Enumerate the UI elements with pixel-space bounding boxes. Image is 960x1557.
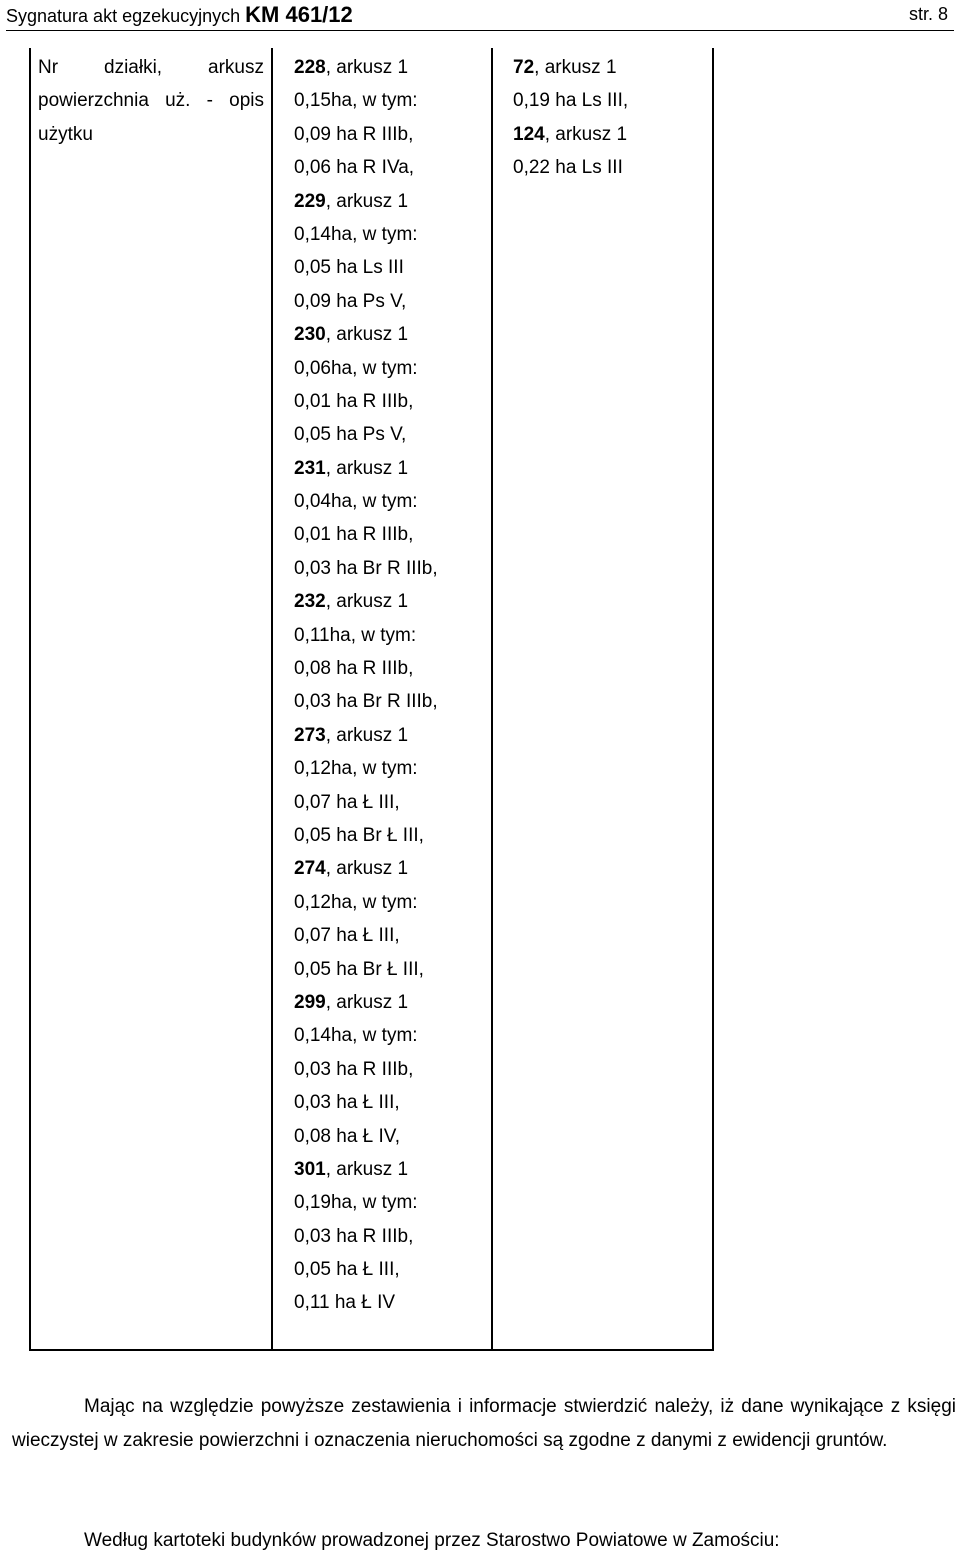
area-line: 0,05 ha Ł III, xyxy=(294,1259,400,1281)
area-line: 0,22 ha Ls III xyxy=(513,157,623,179)
parcel-column-1 xyxy=(294,51,438,1320)
case-number: KM 461/12 xyxy=(245,2,353,27)
parcel-number: 273 xyxy=(294,724,326,746)
area-line: 0,01 ha R IIIb, xyxy=(294,390,414,412)
area-line: 0,12ha, w tym: xyxy=(294,758,418,780)
parcel-heading xyxy=(294,986,438,1019)
area-line: 0,14ha, w tym: xyxy=(294,1025,418,1047)
parcel-heading xyxy=(294,585,438,618)
table-border-bottom xyxy=(29,1349,714,1351)
parcel-heading xyxy=(294,452,438,485)
sheet-ref: , arkusz 1 xyxy=(325,591,409,613)
parcel-number: 232 xyxy=(294,591,326,613)
area-line: 0,03 ha Br R IIIb, xyxy=(294,557,438,579)
paragraph-conclusion: Mając na względzie powyższe zestawienia i informacje stwierdzić należy, iż dane wynikające z księgi wieczystej w zakresie powierzchni i oznaczenia nieruchomości są zgodne z danymi z ewidencji gruntów. xyxy=(12,1396,956,1451)
area-line: 0,03 ha Ł III, xyxy=(294,1092,400,1114)
sheet-ref: , arkusz 1 xyxy=(325,457,409,479)
area-line: 0,07 ha Ł III, xyxy=(294,791,400,813)
parcel-heading xyxy=(294,852,438,885)
parcel-number: 124 xyxy=(513,123,545,145)
case-signature xyxy=(6,2,353,28)
area-line: 0,04ha, w tym: xyxy=(294,491,418,513)
area-line: 0,03 ha Br R IIIb, xyxy=(294,691,438,713)
sheet-ref: , arkusz 1 xyxy=(325,1158,409,1180)
area-line: 0,01 ha R IIIb, xyxy=(294,524,414,546)
label-line: użytku xyxy=(38,123,93,145)
parcel-number: 301 xyxy=(294,1158,326,1180)
parcel-column-2 xyxy=(513,51,628,185)
parcel-number: 231 xyxy=(294,457,326,479)
area-line: 0,09 ha Ps V, xyxy=(294,290,407,312)
area-line: 0,08 ha R IIIb, xyxy=(294,658,414,680)
sheet-ref: , arkusz 1 xyxy=(325,858,409,880)
sheet-ref: , arkusz 1 xyxy=(325,324,409,346)
parcel-heading xyxy=(513,51,628,84)
area-line: 0,12ha, w tym: xyxy=(294,891,418,913)
area-line: 0,05 ha Br Ł III, xyxy=(294,824,424,846)
area-line: 0,09 ha R IIIb, xyxy=(294,123,414,145)
paragraph-buildings: Według kartoteki budynków prowadzonej przez Starostwo Powiatowe w Zamościu: xyxy=(84,1530,780,1551)
area-line: 0,07 ha Ł III, xyxy=(294,925,400,947)
area-line: 0,08 ha Ł IV, xyxy=(294,1125,401,1147)
parcel-heading xyxy=(294,318,438,351)
parcel-heading xyxy=(294,719,438,752)
table-divider-2 xyxy=(491,48,493,1350)
table-label-cell xyxy=(38,51,264,151)
table-border-right xyxy=(712,48,714,1350)
area-line: 0,03 ha R IIIb, xyxy=(294,1225,414,1247)
case-signature-prefix: Sygnatura akt egzekucyjnych xyxy=(6,6,246,26)
header-divider xyxy=(6,30,954,31)
area-line: 0,05 ha Ps V, xyxy=(294,424,407,446)
parcel-number: 230 xyxy=(294,324,326,346)
parcel-heading xyxy=(294,51,438,84)
area-line: 0,06ha, w tym: xyxy=(294,357,418,379)
sheet-ref: , arkusz 1 xyxy=(544,123,628,145)
parcel-heading xyxy=(294,1153,438,1186)
sheet-ref: , arkusz 1 xyxy=(534,57,617,78)
sheet-ref: , arkusz 1 xyxy=(325,190,409,212)
area-line: 0,03 ha R IIIb, xyxy=(294,1058,414,1080)
sheet-ref: , arkusz 1 xyxy=(325,724,409,746)
area-line: 0,14ha, w tym: xyxy=(294,223,418,245)
area-line: 0,19 ha Ls III, xyxy=(513,90,629,112)
table-divider-1 xyxy=(271,48,273,1350)
sheet-ref: , arkusz 1 xyxy=(325,991,409,1013)
parcel-number: 229 xyxy=(294,190,326,212)
page-number: str. 8 xyxy=(908,4,948,24)
parcel-number: 299 xyxy=(294,991,326,1013)
label-line: powierzchnia uż. - opis xyxy=(38,90,264,112)
sheet-ref: , arkusz 1 xyxy=(325,57,409,78)
parcel-number: 274 xyxy=(294,858,326,880)
area-line: 0,11 ha Ł IV xyxy=(294,1292,396,1314)
page-header xyxy=(6,0,954,30)
table-border-left xyxy=(29,48,31,1350)
parcel-number: 72 xyxy=(513,57,535,78)
area-line: 0,11ha, w tym: xyxy=(294,624,417,646)
area-line: 0,15ha, w tym: xyxy=(294,90,418,112)
area-line: 0,19ha, w tym: xyxy=(294,1192,418,1214)
parcel-number: 228 xyxy=(294,57,326,78)
area-line: 0,05 ha Ls III xyxy=(294,257,404,279)
area-line: 0,05 ha Br Ł III, xyxy=(294,958,424,980)
label-line: Nr działki, arkusz xyxy=(38,57,264,78)
parcel-heading xyxy=(513,118,628,151)
area-line: 0,06 ha R IVa, xyxy=(294,157,415,179)
parcel-heading xyxy=(294,185,438,218)
